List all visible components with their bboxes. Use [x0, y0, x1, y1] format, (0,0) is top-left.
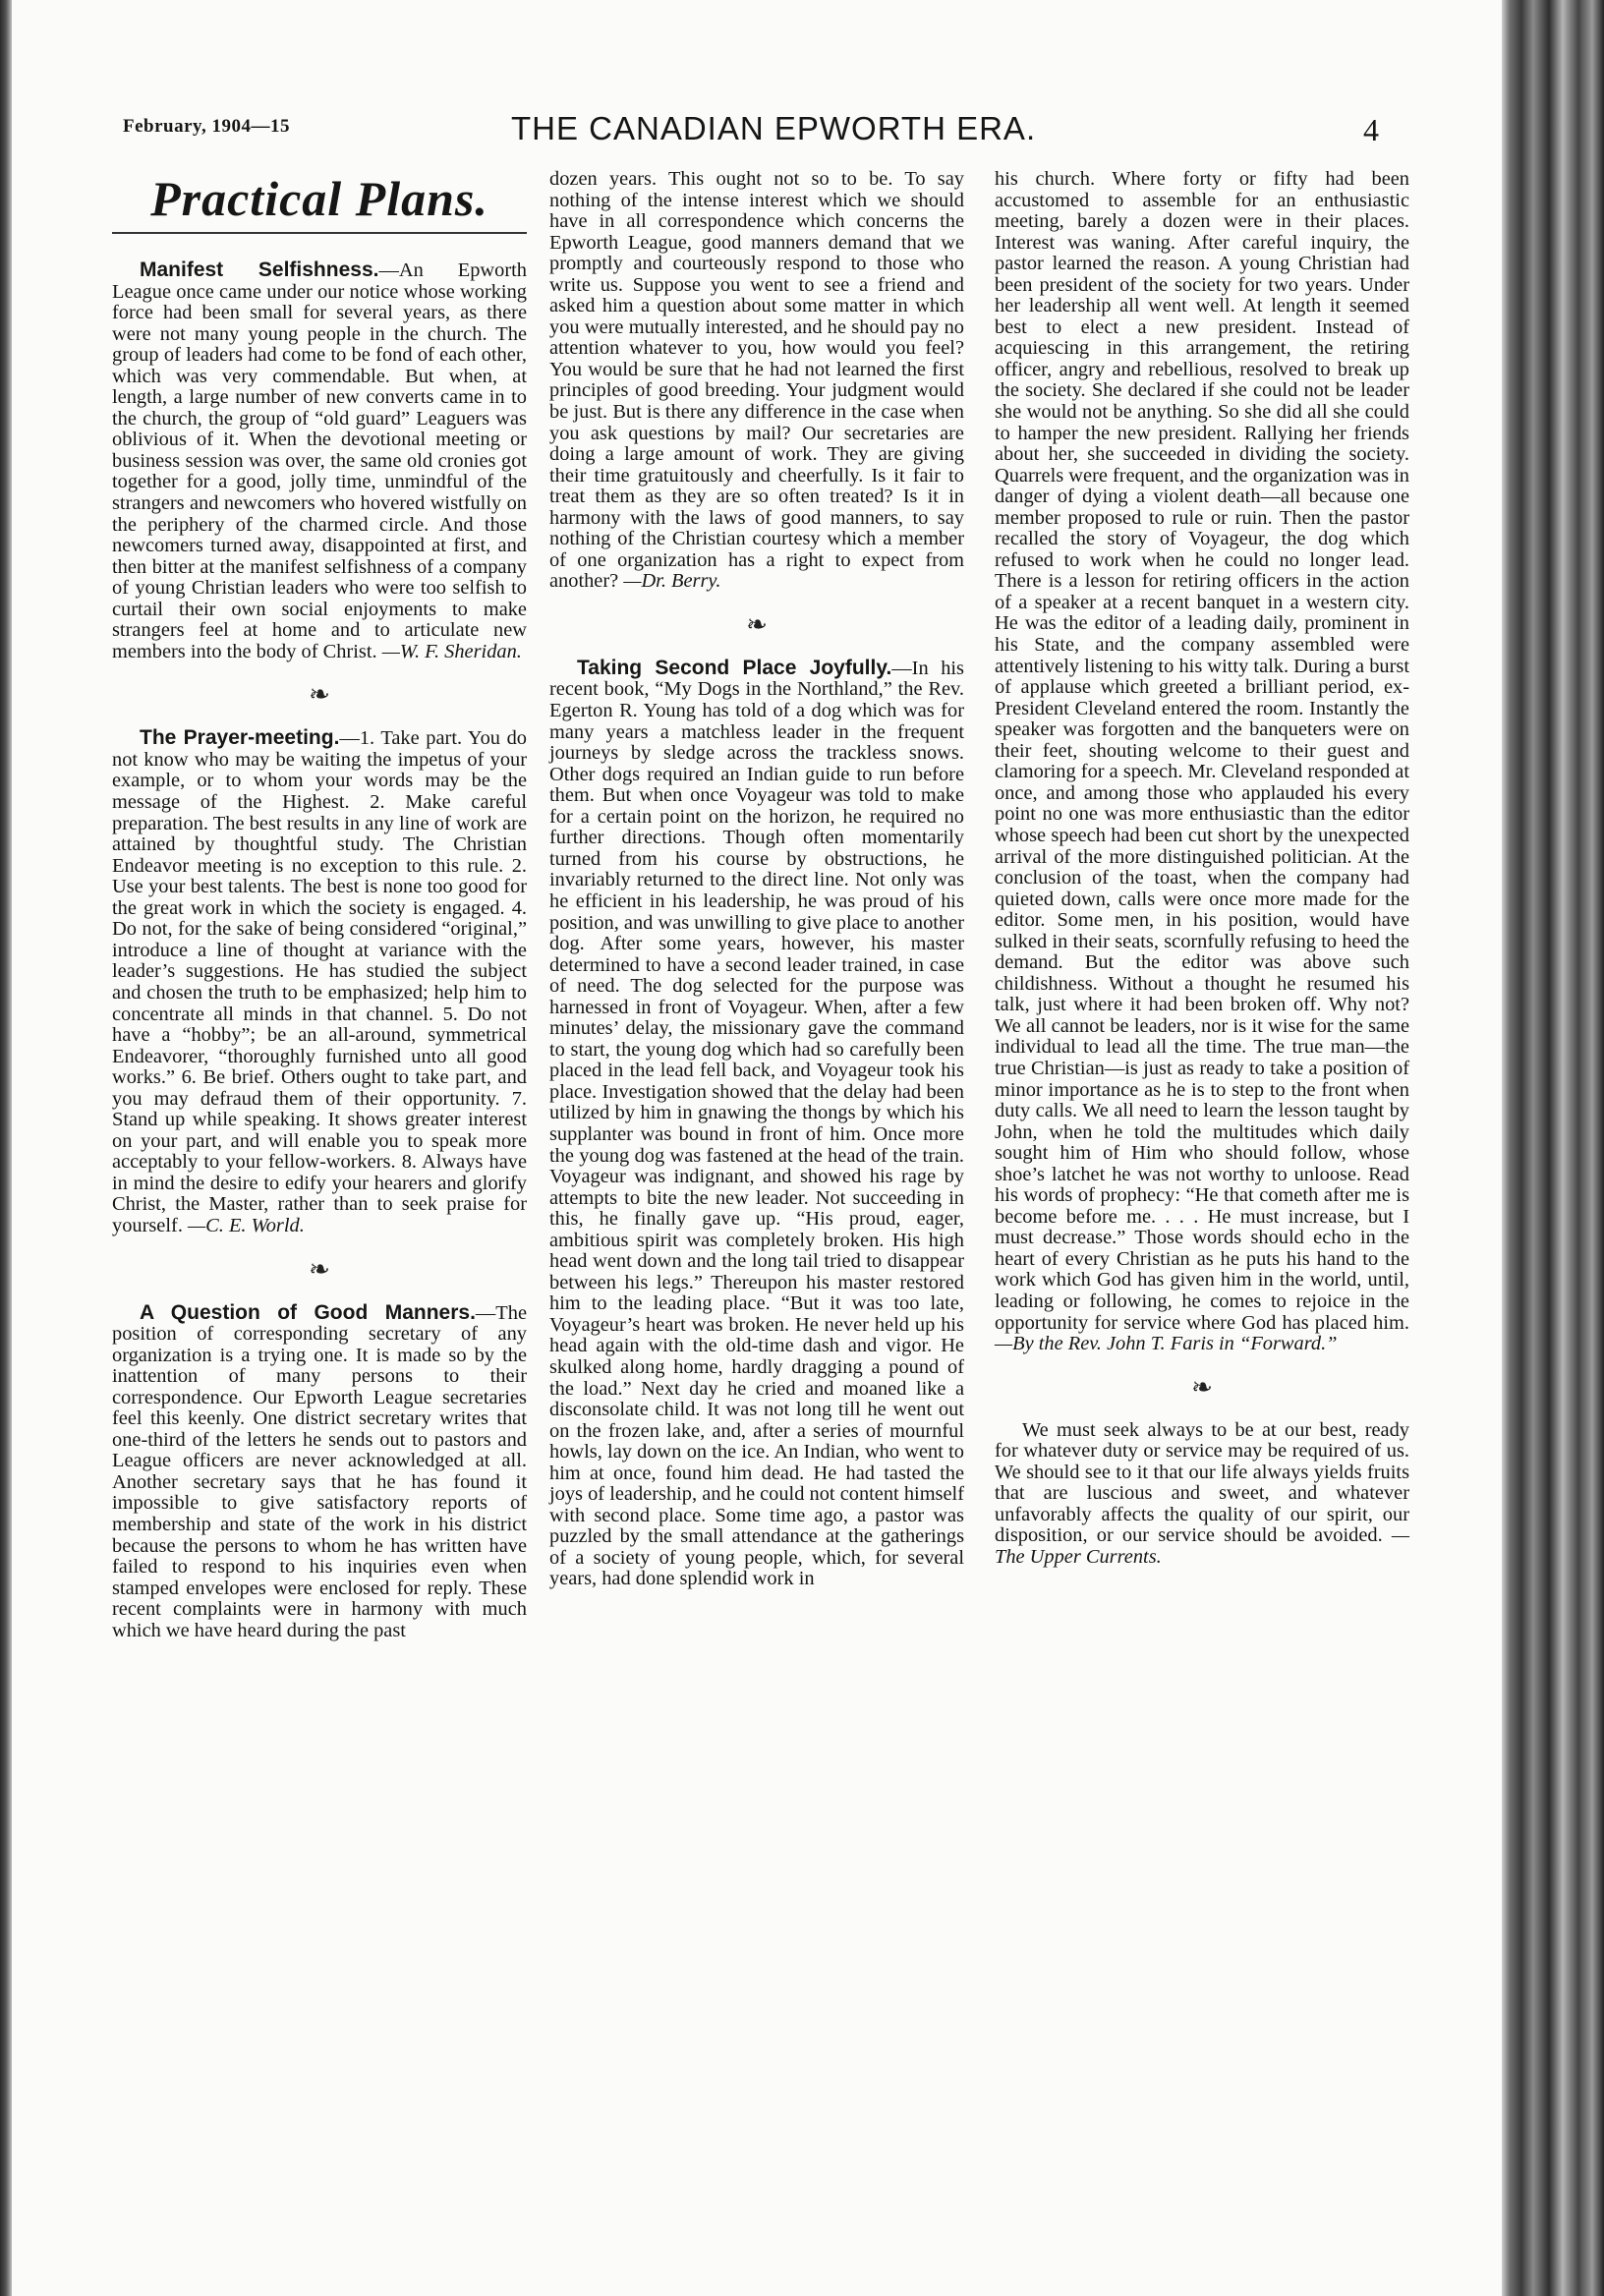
article-body: —1. Take part. You do not know who may be waiting the impetus of your example, or to whom your words may be the message of the Highest. 2. Make careful preparation. The best results in any line of work are attained by thoughtful study. The Christian Endeavor meeting is no exception to this rule. 2. Use your best talents. The best is none too good for the great work in which the society is engaged. 4. Do not, for the sake of being considered “original,” introduce a line of thought at variance with the leader’s suggestions. He has studied the subject and chosen the truth to be emphasized; help him to concentrate all minds in that channel. 5. Do not have a “hobby”; be an all-around, symmetrical Endeavorer, “thoroughly furnished unto all good works.” 6. Be brief. Others ought to take part, and you may defraud them of their opportunity. 7. Stand up while speaking. It shows greater interest on your part, and will enable you to speak more acceptably to your fellow-workers. 8. Always have in mind the desire to edify your hearers and glorify Christ, the Master, rather than to seek praise for yourself.	[112, 727, 527, 1236]
article-second-place-continued	[995, 169, 1409, 1355]
article-prayer-meeting	[112, 727, 527, 1236]
article-source: —Dr. Berry.	[623, 570, 721, 593]
article-source: —C. E. World.	[188, 1214, 305, 1236]
article-manifest-selfishness	[112, 259, 527, 662]
article-second-place	[549, 658, 964, 1590]
article-source: —W. F. Sheridan.	[381, 640, 522, 662]
article-title: Manifest Selfishness.	[140, 258, 379, 281]
article-title: A Question of Good Manners.	[140, 1300, 476, 1324]
section-title: Practical Plans.	[150, 171, 488, 226]
section-rule	[112, 232, 527, 234]
article-body: —The position of corresponding secretary of any organization is a trying one. It is made so by the inattention of many persons to their correspondence. Our Epworth League secretaries feel this keenly. One district secretary writes that one-third of the letters he sends out to pastors and League officers are never acknowledged at all. Another secretary says that he has found it impossible to give satisfactory reports of membership and state of the work in his district because the persons to whom he has written have failed to respond to his inquiries even when stamped envelopes were enclosed for reply. These recent complaints were in harmony with much which we have heard during the past	[112, 1301, 527, 1641]
page-number: 4	[1363, 112, 1379, 147]
closing-body: We must seek always to be at our best, ready for whatever duty or service may be required of us. We should see to it that our life always yields fruits that are luscious and sweet, and whatever unfavorably affects the quality of our spirit, our disposition, or our service should be avoided.	[995, 1418, 1409, 1547]
magazine-title: THE CANADIAN EPWORTH ERA.	[511, 110, 1037, 146]
article-source: —By the Rev. John T. Faris in “Forward.”	[995, 1333, 1338, 1355]
ornament-divider: ❧	[746, 609, 768, 639]
closing-paragraph	[995, 1420, 1409, 1569]
column-right	[995, 169, 1409, 1568]
article-body: his church. Where forty or fifty had been accustomed to assemble for an enthusiastic meeting, barely a dozen were in their places. Interest was waning. After careful inquiry, the pastor learned the reason. A young Christian had been president of the society for two years. Under her leadership all went well. At length it seemed best to elect a new president. Instead of acquiescing in this arrangement, the retiring officer, angry and rebellious, resolved to break up the society. She declared if she could not be leader she would not be anything. So she did all she could to hamper the new president. Rallying her friends about her, she succeeded in dividing the society. Quarrels were frequent, and the organization was in danger of dying a violent death—all because one member proposed to rule or ruin. Then the pastor recalled the story of Voyageur, the dog which refused to work when he could no longer lead. There is a lesson for retiring officers in the action of a speaker at a recent banquet in a western city. He was the editor of a leading daily, prominent in his State, and the company assembled were attentively listening to his witty talk. During a burst of applause which greeted a brilliant period, ex-President Cleveland entered the room. Instantly the speaker was forgotten and the banqueters were on their feet, shouting welcome to their guest and clamoring for a speech. Mr. Cleveland responded at once, and among those who applauded his every point no one was more enthusiastic than the editor whose speech had been cut short by the unexpected arrival of the more distinguished politician. At the conclusion of the toast, when the company had quieted down, calls were once more made for the editor. Some men, in his position, would have sulked in their seats, scornfully refusing to heed the demand. But the editor was above such childishness. Without a thought he resumed his talk, just where it had been broken off. Why not? We all cannot be leaders, nor is it wise for the same individual to lead all the time. The true man—the true Christian—is just as ready to take a position of minor importance as he is to step to the front when duty calls. We all need to learn the lesson taught by John, when he told the multitudes which daily sought him of Him who should follow, whose shoe’s latchet he was not worthy to unloose. Read his words of prophecy: “He that cometh after me is become before me. . . . He must increase, but I must decrease.” Those words should echo in the heart of every Christian as he puts his hand to the work which God has given him in the world, until, leading or following, he comes to rejoice in the opportunity for service where God has placed him.	[995, 168, 1410, 1334]
ornament-divider: ❧	[309, 1254, 330, 1284]
article-body: —In his recent book, “My Dogs in the Northland,” the Rev. Egerton R. Young has told of a dog which was for many years a matchless leader in the frequent journeys by sledge across the trackless snows. Other dogs required an Indian guide to run before them. But when once Voyageur was told to make for a certain point on the horizon, he required no further directions. Though often momentarily turned from his course by obstructions, he invariably returned to the direct line. Not only was he efficient in his leadership, he was proud of his position, and was unwilling to give place to another dog. After some years, however, his master determined to have a second leader trained, in case of need. The dog selected for the purpose was harnessed in front of Voyageur. When, after a few minutes’ delay, the missionary gave the command to start, the young dog which had so carefully been placed in the lead fell back, and Voyageur took his place. Investigation showed that the delay had been utilized by him in gnawing the thongs by which his supplanter was bound in front of him. Once more the young dog was fastened at the head of the train. Voyageur was indignant, and showed his rage by attempts to bite the new leader. Not succeeding in this, he finally gave up. “His proud, eager, ambitious spirit was completely broken. His high head went down and the long tail tried to disappear between his legs.” Thereupon his master restored him to the leading place. “But it was too late, Voyageur’s heart was broken. He never held up his head again with the old-time dash and vigor. He skulked along home, hardly dragging a pound of the load.” Next day he cried and moaned like a disconsolate child. It was not long till he went out on the frozen lake, and, after a series of mournful howls, lay down on the ice. An Indian, who went to him at once, found him dead. He had tasted the joys of leadership, and he could not content himself with second place. Some time ago, a pastor was puzzled by the small attendance at the gatherings of a society of young people, which, for several years, had done splendid work in	[549, 657, 964, 1590]
scan-left-edge	[0, 0, 12, 2296]
article-title: The Prayer-meeting.	[140, 726, 340, 750]
book-page-edges	[1502, 0, 1604, 2296]
article-good-manners	[112, 1302, 527, 1642]
page-header	[123, 110, 1401, 149]
closing-source: —The Upper Currents.	[995, 1524, 1409, 1568]
issue-date: February, 1904—15	[123, 116, 290, 137]
article-body: dozen years. This ought not so to be. To say nothing of the intense interest which we should have in all correspondence which concerns the Epworth League, good manners demand that we promptly and courteously respond to those who write us. Suppose you went to see a friend and asked him a question about some matter in which you were mutually interested, and he should pay no attention whatever to you, how would you feel? You would be sure that he had not learned the first principles of good breeding. Your judgment would be just. But is there any difference in the case when you ask questions by mail? Our secretaries are doing a large amount of work. They are giving their time gratuitously and cheerfully. Is it fair to treat them as they are so often treated? Is it in harmony with the laws of good manners, to say nothing of the Christian courtesy which a member of one organization has a right to expect from another?	[549, 168, 964, 593]
column-left	[112, 169, 527, 1641]
ornament-divider: ❧	[309, 680, 330, 710]
article-title: Taking Second Place Joyfully.	[577, 656, 892, 679]
article-body: —An Epworth League once came under our notice whose working force had been small for several years, as there were not many young people in the church. The group of leaders had come to be fond of each other, which was very commendable. But when, at length, a large number of new converts came in to the church, the group of “old guard” Leaguers was oblivious of it. When the devotional meeting or business session was over, the same old cronies got together for a good, jolly time, unmindful of the strangers and newcomers who hovered wistfully on the periphery of the charmed circle. And those newcomers turned away, disappointed at first, and then bitter at the manifest selfishness of a company of young Christian leaders who were too selfish to curtail their own social enjoyments to make strangers feel at home and to articulate new members into the body of Christ.	[112, 259, 527, 662]
ornament-divider: ❧	[1191, 1372, 1213, 1402]
column-middle	[549, 169, 964, 1590]
article-good-manners-continued	[549, 169, 964, 593]
